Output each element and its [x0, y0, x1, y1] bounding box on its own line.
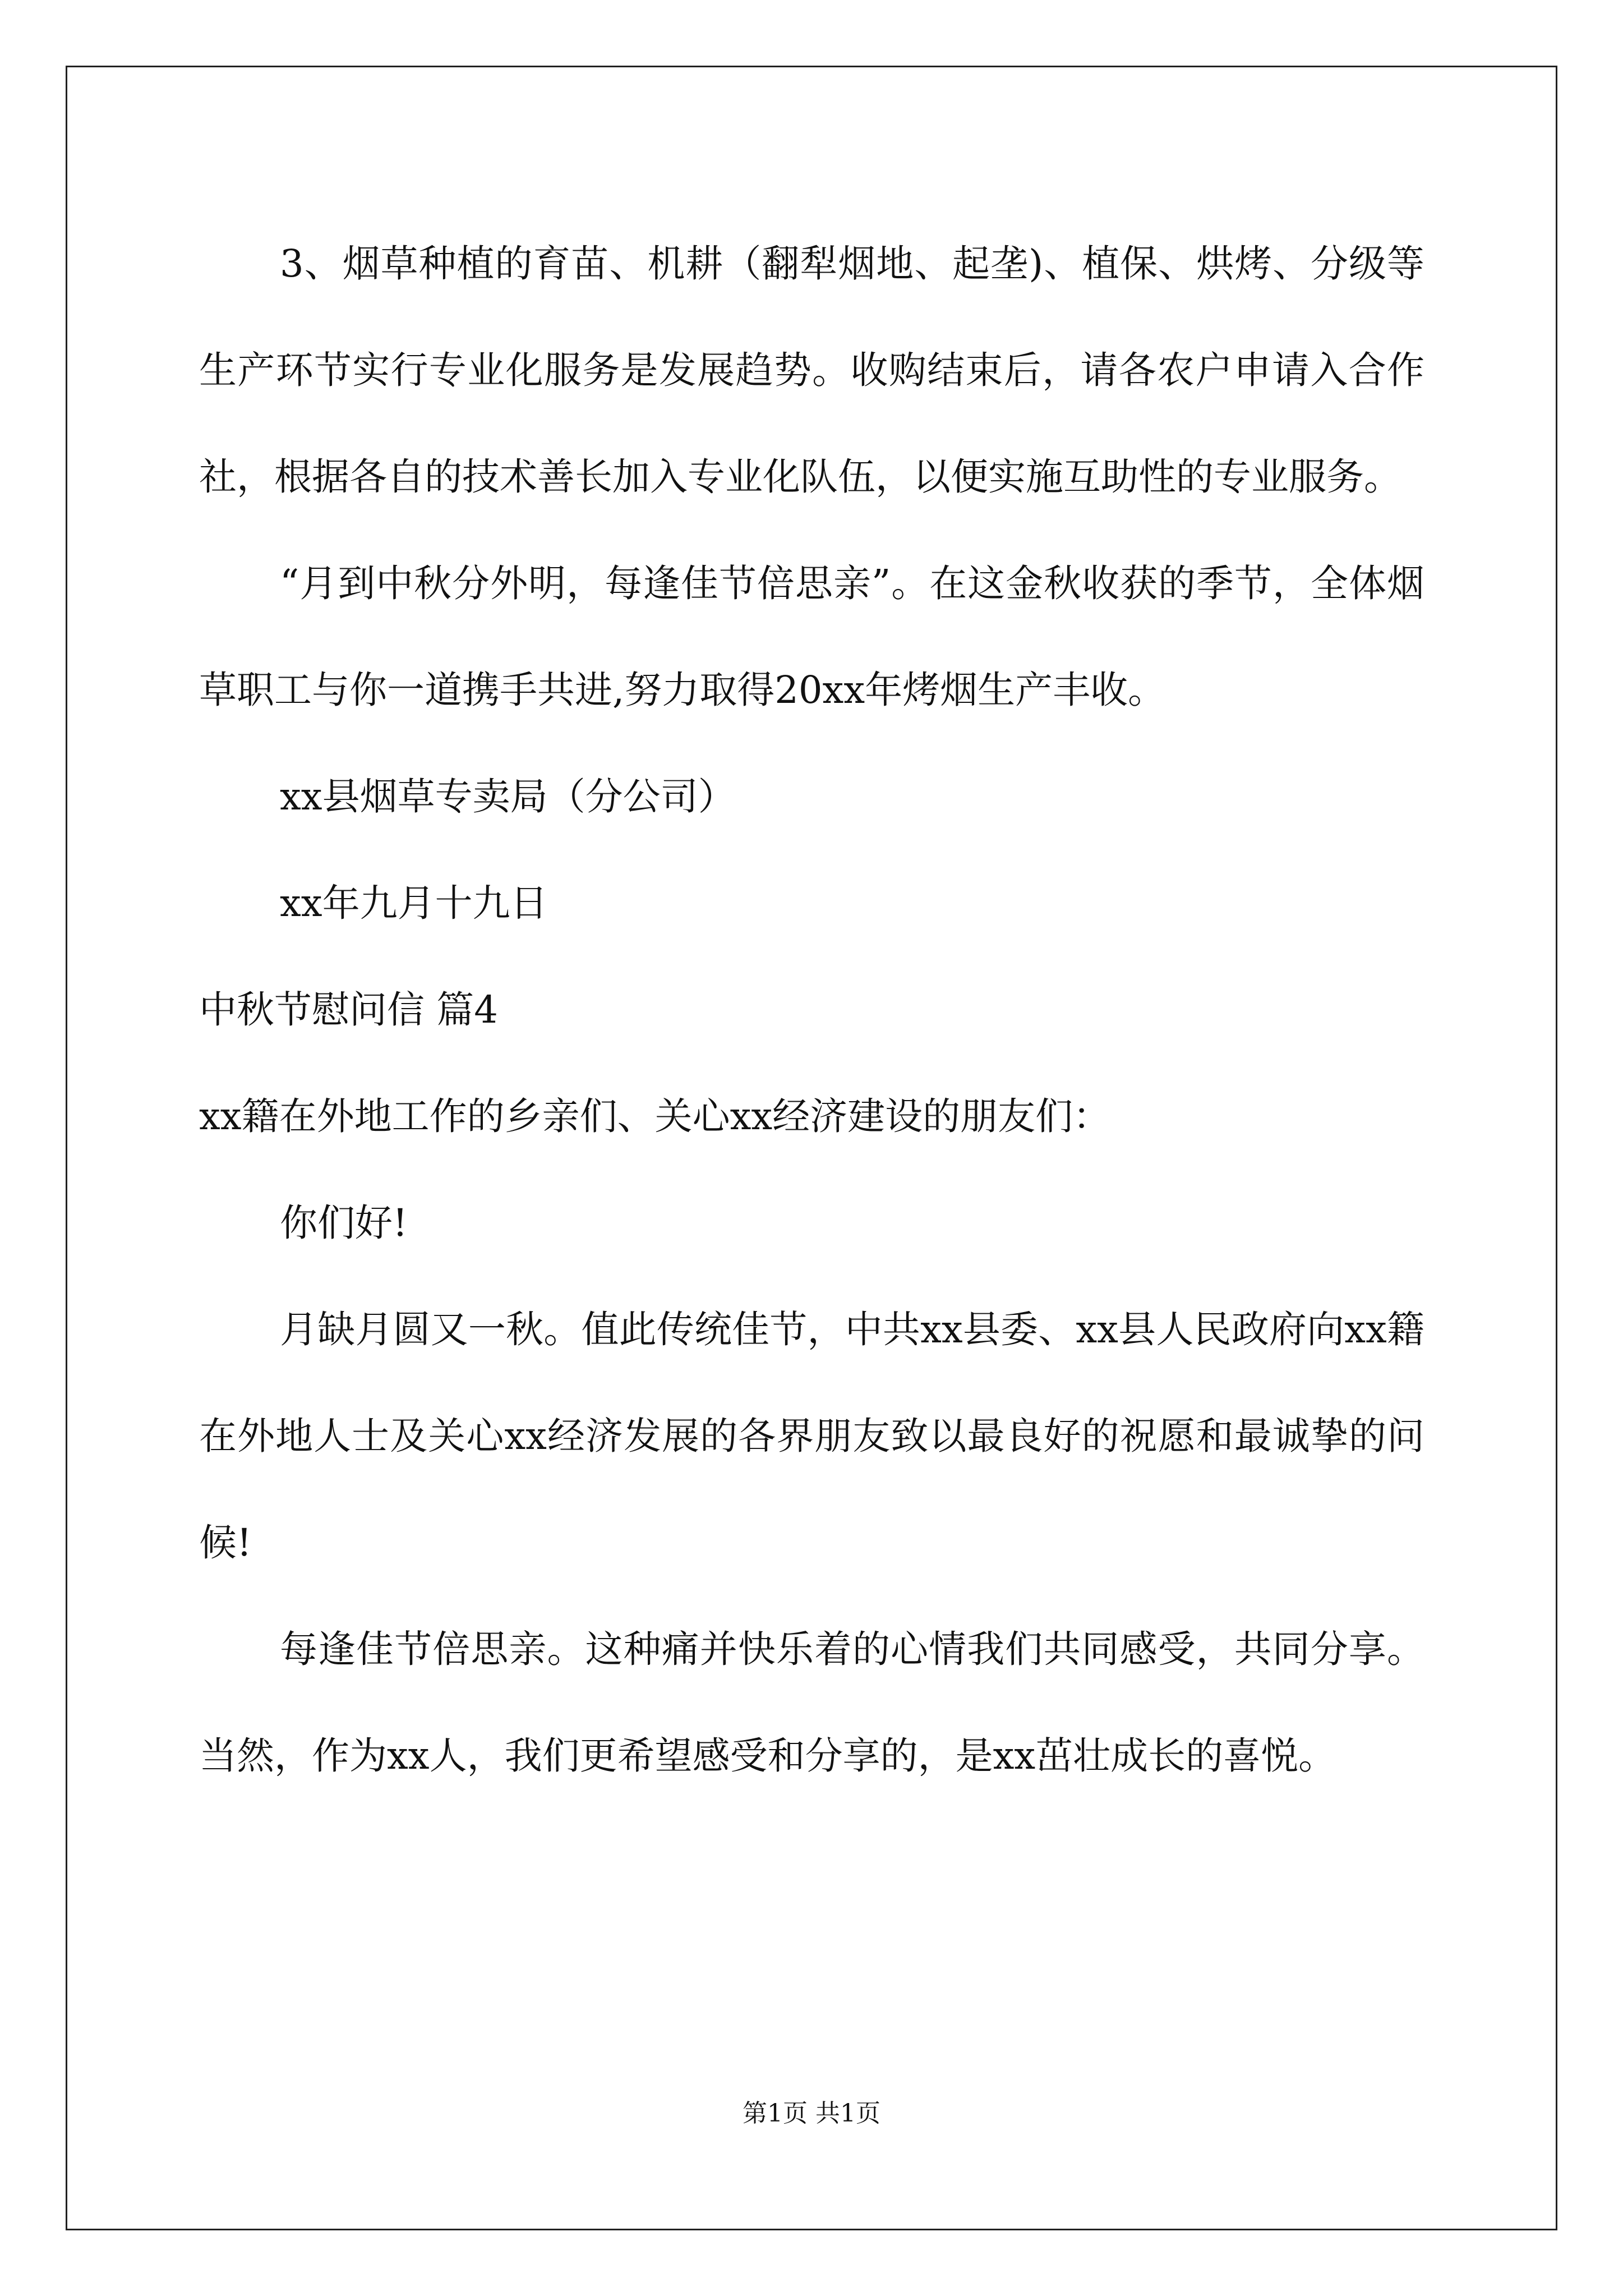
signature-organization: xx县烟草专卖局（分公司）	[280, 775, 736, 818]
document-body	[199, 210, 1424, 1809]
page-footer: 第1页 共1页	[743, 2099, 880, 2128]
signature-date: xx年九月十九日	[280, 881, 548, 925]
greeting-line: 你们好!	[280, 1201, 408, 1245]
paragraph-service-specialization: 3、烟草种植的育苗、机耕（翻犁烟地、起垄)、植保、烘烤、分级等生产环节实行专业化服务是发展趋势。收购结束后，请各农户申请入合作社，根据各自的技术善长加入专业化队伍，以便实施互助性的专业服务。	[199, 242, 1424, 499]
paragraph-mid-autumn-wishes: “月到中秋分外明，每逢佳节倍思亲”。在这金秋收获的季节，全体烟草职工与你一道携手共进,努力取得20xx年烤烟生产丰收。	[199, 562, 1424, 712]
paragraph-festival-regards: 月缺月圆又一秋。值此传统佳节，中共xx县委、xx县人民政府向xx籍在外地人士及关心xx经济发展的各界朋友致以最良好的祝愿和最诚挚的问候!	[199, 1308, 1424, 1565]
letter-salutation: xx籍在外地工作的乡亲们、关心xx经济建设的朋友们：	[199, 1094, 1111, 1138]
paragraph-shared-joy: 每逢佳节倍思亲。这种痛并快乐着的心情我们共同感受，共同分享。当然，作为xx人，我们更希望感受和分享的，是xx茁壮成长的喜悦。	[199, 1627, 1424, 1778]
section-heading: 中秋节慰问信 篇4	[199, 988, 498, 1032]
